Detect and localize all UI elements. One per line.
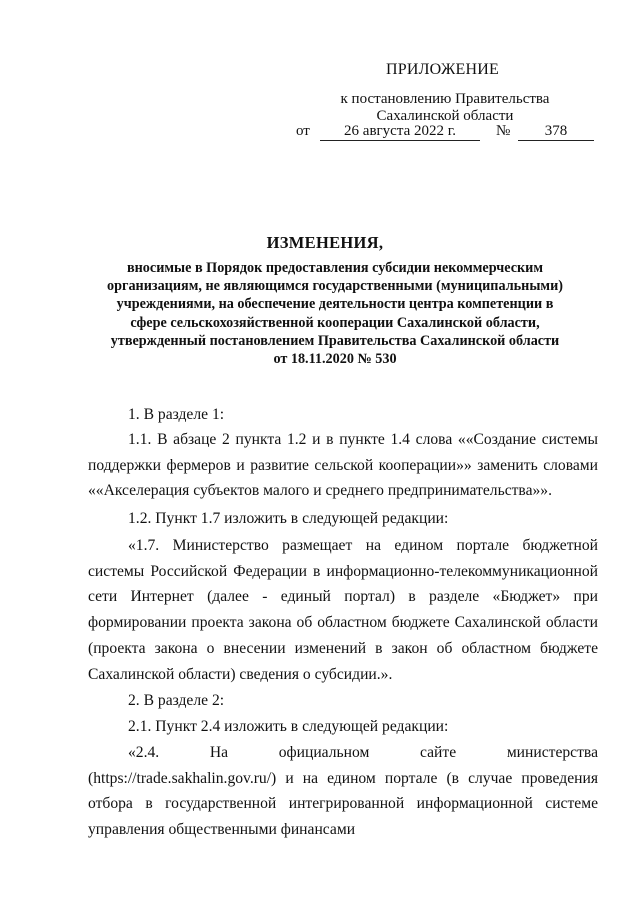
subheading-line: учреждениями, на обеспечение деятельности центра компетенции в — [116, 296, 554, 313]
date-underline — [320, 140, 480, 141]
ref-number-sign: № — [496, 123, 511, 139]
subheading-line: от 18.11.2020 № 530 — [273, 351, 397, 368]
subheading-line: вносимые в Порядок предоставления субсидии некоммерческим — [126, 260, 544, 276]
paragraph-2-4-text: «2.4. На официальном сайте министерства (https://trade.sakhalin.gov.ru/) и на едином портале (в случае проведения отбора в государственной интегрированной информационной системе управления общественными финансами — [88, 744, 598, 839]
paragraph-1-2: 1.2. Пункт 1.7 изложить в следующей редакции: — [128, 510, 449, 527]
ref-number: 378 — [544, 123, 568, 139]
appendix-resolution-line: к постановлению Правительства — [340, 91, 550, 107]
subheading-line: организациям, не являющимся государственными (муниципальными) — [107, 278, 563, 295]
paragraph-1-7-text: «1.7. Министерство размещает на едином портале бюджетной системы Российской Федерации в информационно-телекоммуникационной сети Интернет (далее - единый портал) в разделе «Бюджет» при формировании проекта закона об областном бюджете Сахалинской области (проекта закона о внесении изменений в закон об областном бюджете Сахалинской области) сведения о субсидии.». — [88, 537, 598, 683]
subheading-line: утвержденный постановлением Правительства Сахалинской области — [110, 332, 560, 349]
number-underline — [518, 140, 594, 141]
appendix-title: ПРИЛОЖЕНИЕ — [386, 61, 500, 78]
appendix-region-line: Сахалинской области — [376, 108, 514, 124]
paragraph-section-2: 2. В разделе 2: — [128, 692, 225, 709]
paragraph-section-1: 1. В разделе 1: — [128, 406, 225, 423]
paragraph-2-1: 2.1. Пункт 2.4 изложить в следующей редакции: — [128, 718, 449, 735]
ref-date: 26 августа 2022 г. — [344, 123, 456, 139]
document-subheading — [90, 259, 580, 368]
ref-date-label: от — [296, 123, 310, 139]
subheading-line: сфере сельскохозяйственной кооперации Сахалинской области, — [130, 314, 540, 331]
document-heading: ИЗМЕНЕНИЯ, — [266, 233, 384, 252]
paragraph-1-1: 1.1. В абзаце 2 пункта 1.2 и в пункте 1.4 слова ««Создание системы поддержки фермеров и развитие сельской кооперации»» заменить словами ««Акселерация субъектов малого и среднего предпринимательства»». — [88, 431, 598, 500]
